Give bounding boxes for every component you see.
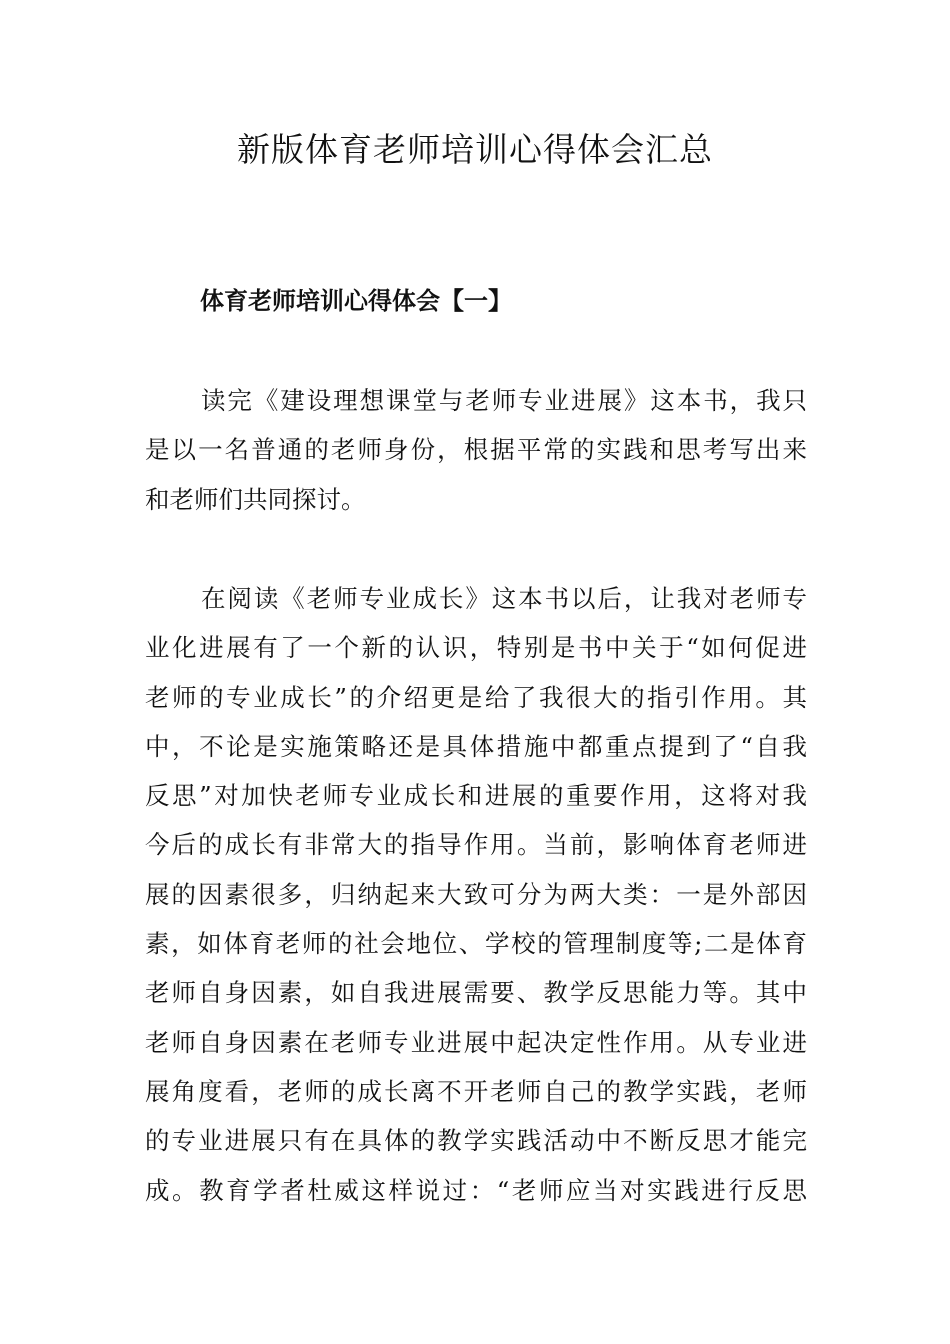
paragraph-line: 反思”对加快老师专业成长和进展的重要作用，这将对我 [145, 781, 807, 811]
paragraph-line: 的专业进展只有在具体的教学实践活动中不断反思才能完 [145, 1126, 807, 1156]
paragraph-line: 是以一名普通的老师身份，根据平常的实践和思考写出来 [145, 435, 807, 465]
paragraph-line: 业化进展有了一个新的认识，特别是书中关于“如何促进 [145, 633, 807, 663]
paragraph-line: 今后的成长有非常大的指导作用。当前，影响体育老师进 [145, 830, 807, 860]
paragraph-line: 和老师们共同探讨。 [145, 484, 366, 514]
paragraph-line: 读完《建设理想课堂与老师专业进展》这本书，我只 [201, 386, 807, 415]
paragraph-2 [145, 574, 807, 1215]
paragraph-line: 老师自身因素，如自我进展需要、教学反思能力等。其中 [145, 978, 807, 1008]
paragraph-line: 成。教育学者杜威这样说过：“老师应当对实践进行反思 [145, 1175, 807, 1205]
paragraph-line: 老师的专业成长”的介绍更是给了我很大的指引作用。其 [145, 682, 807, 712]
paragraph-1 [145, 376, 807, 524]
paragraph-line: 素，如体育老师的社会地位、学校的管理制度等;二是体育 [145, 929, 807, 959]
paragraph-line: 在阅读《老师专业成长》这本书以后，让我对老师专 [201, 584, 807, 613]
paragraph-line: 老师自身因素在老师专业进展中起决定性作用。从专业进 [145, 1027, 807, 1057]
paragraph-line: 展的因素很多，归纳起来大致可分为两大类：一是外部因 [145, 879, 807, 909]
document-title: 新版体育老师培训心得体会汇总 [237, 130, 713, 169]
paragraph-line: 中，不论是实施策略还是具体措施中都重点提到了“自我 [145, 731, 807, 761]
section-heading: 体育老师培训心得体会【一】 [200, 286, 512, 315]
paragraph-line: 展角度看，老师的成长离不开老师自己的教学实践，老师 [145, 1076, 807, 1106]
